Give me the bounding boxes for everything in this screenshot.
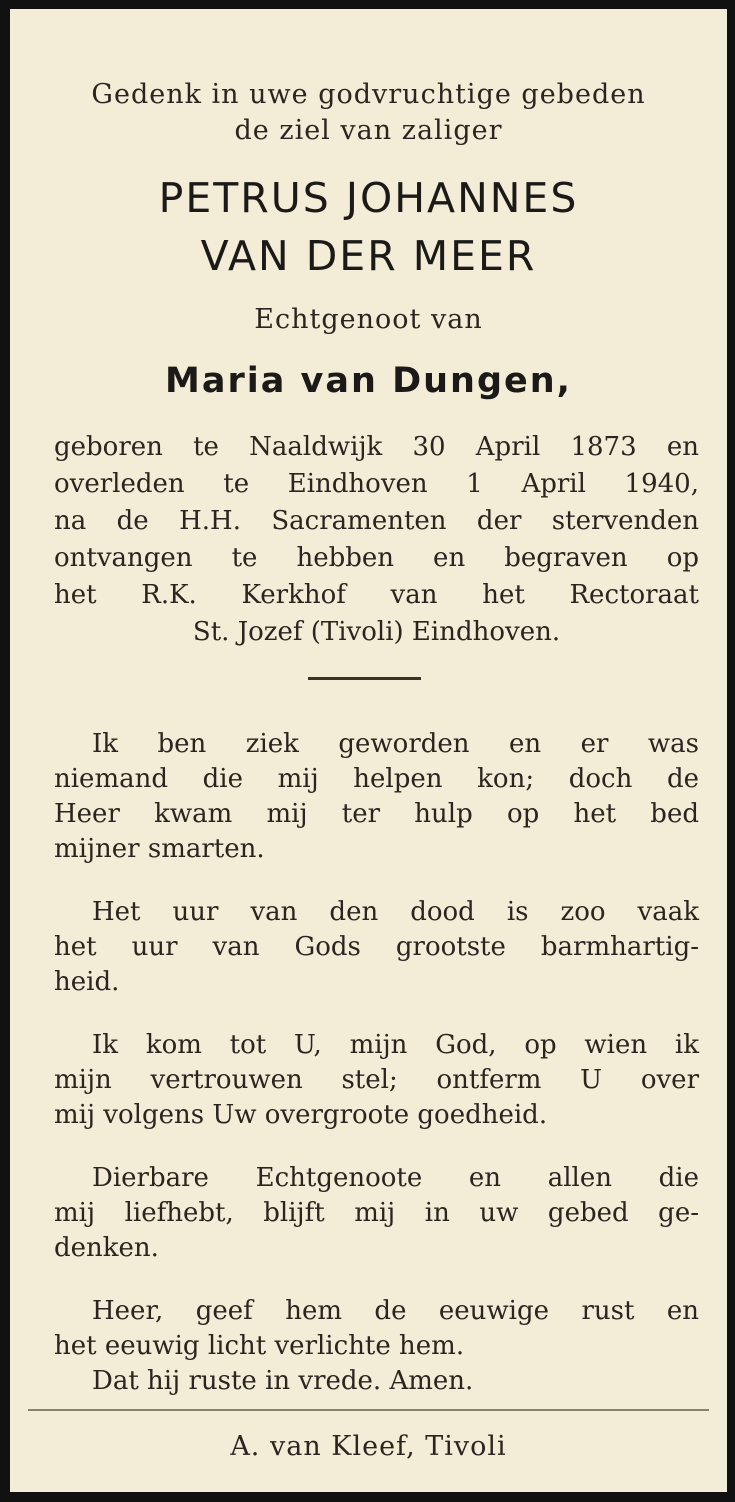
verses [54, 727, 699, 1427]
verse-line: Ik ben ziek geworden en er was [92, 729, 699, 759]
biography [54, 429, 699, 651]
name-line: VAN DER MEER [200, 232, 537, 280]
bio-line: het R.K. Kerkhof van het Rectoraat [54, 580, 699, 610]
deceased-name [10, 169, 727, 285]
verse-line: mijn vertrouwen stel; ontferm U over [54, 1065, 699, 1095]
bio-line: overleden te Eindhoven 1 April 1940, [54, 469, 699, 499]
verse-line: denken. [54, 1233, 159, 1263]
verse-line: Heer, geef hem de eeuwige rust en [92, 1296, 699, 1326]
spouse-name: Maria van Dungen, [165, 361, 572, 401]
verse-line: het eeuwig licht verlichte hem. [54, 1331, 465, 1361]
name-line: PETRUS JOHANNES [158, 174, 579, 222]
bio-line: ontvangen te hebben en begraven op [54, 543, 699, 573]
verse-paragraph [54, 895, 699, 1000]
verse-line: mijner smarten. [54, 834, 265, 864]
bio-line: geboren te Naaldwijk 30 April 1873 en [54, 432, 699, 462]
verse-paragraph [54, 1161, 699, 1266]
verse-line: mij volgens Uw overgroote goedheid. [54, 1100, 548, 1130]
footer-divider [28, 1409, 709, 1411]
verse-paragraph [54, 1294, 699, 1399]
verse-line: het uur van Gods grootste barmhartig- [54, 932, 699, 962]
divider [308, 677, 421, 680]
verse-line: Ik kom tot U, mijn God, op wien ik [92, 1030, 699, 1060]
verse-line: Het uur van den dood is zoo vaak [92, 897, 699, 927]
printer-credit: A. van Kleef, Tivoli [230, 1431, 507, 1462]
verse-line: Dierbare Echtgenoote en allen die [92, 1163, 699, 1193]
bio-line: na de H.H. Sacramenten der stervenden [54, 506, 699, 536]
intro-line: Gedenk in uwe godvruchtige gebeden [91, 79, 646, 110]
verse-line: niemand die mij helpen kon; doch de [54, 764, 699, 794]
spouse-label: Echtgenoot van [254, 304, 483, 335]
verse-line: Heer kwam mij ter hulp op het bed [54, 799, 699, 829]
memorial-card [10, 9, 727, 1492]
verse-line: heid. [54, 967, 120, 997]
bio-line: St. Jozef (Tivoli) Eindhoven. [192, 617, 561, 647]
verse-line: Dat hij ruste in vrede. Amen. [92, 1366, 474, 1396]
verse-line: mij liefhebt, blijft mij in uw gebed ge- [54, 1198, 699, 1228]
verse-paragraph [54, 727, 699, 867]
intro-text [10, 77, 727, 149]
verse-paragraph [54, 1028, 699, 1133]
intro-line: de ziel van zaliger [234, 115, 503, 146]
